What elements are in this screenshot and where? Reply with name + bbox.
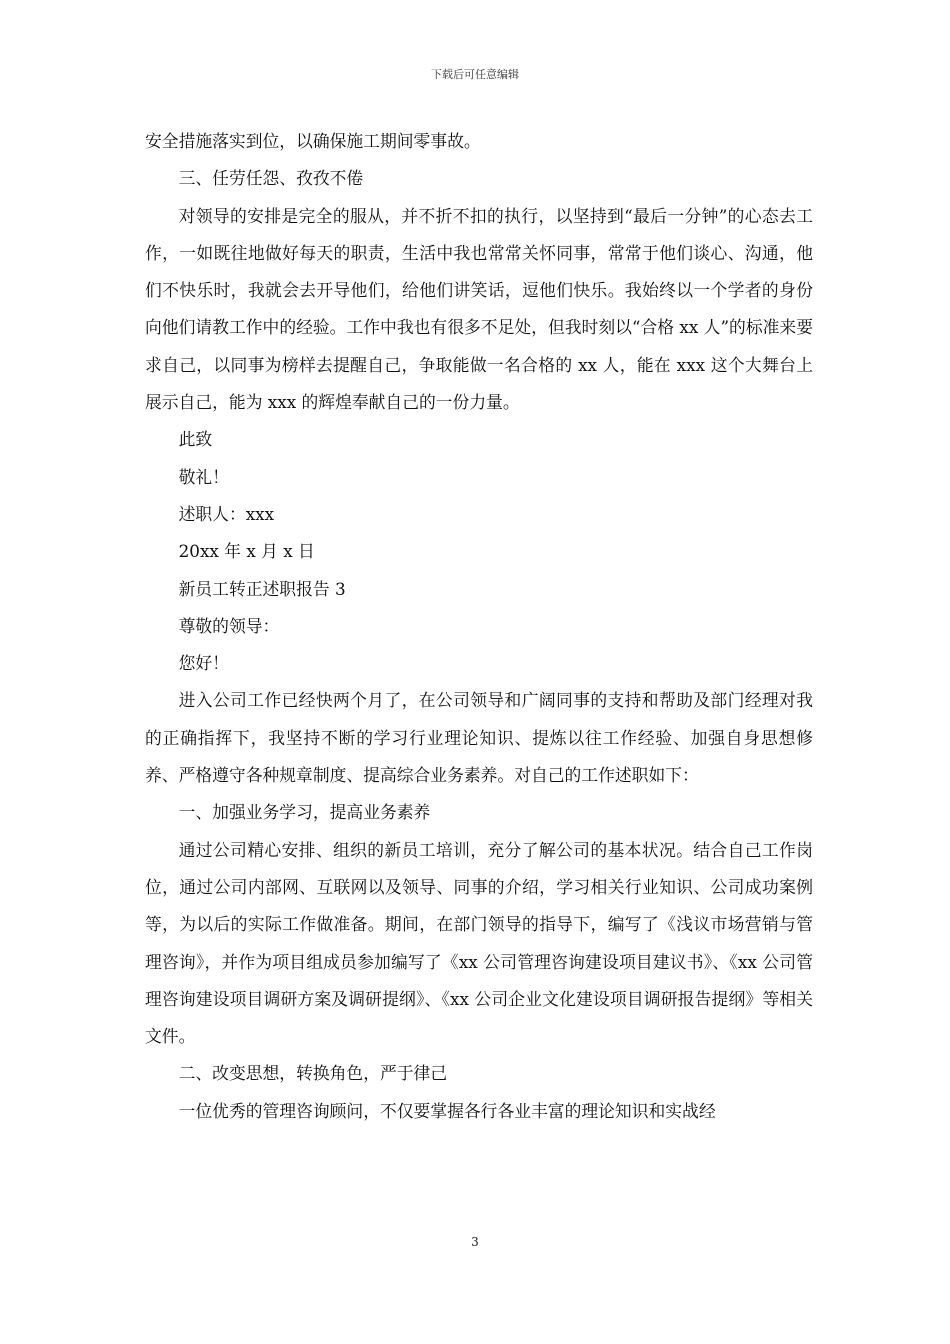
reporter-line: 述职人：xxx <box>178 503 275 524</box>
greeting-addressee: 尊敬的领导： <box>178 615 280 636</box>
closing-regards: 敬礼！ <box>178 466 229 487</box>
page-header-note: 下载后可任意编辑 <box>431 68 519 81</box>
section-heading-1: 一、加强业务学习，提高业务素养 <box>178 802 431 823</box>
paragraph-learning: 通过公司精心安排、组织的新员工培训，充分了解公司的基本状况。结合自己工作岗位，通过公司内部网、互联网以及领导、同事的介绍，学习相关行业知识、公司成功案例等，为以后的实际工作做准备。期间，在部门领导的指导下，编写了《浅议市场营销与管理咨询》，并作为项目组成员参加编写了《xx 公司管理咨询建设项目建议书》、《xx 公司管理咨询建设项目调研方案及调研提纲》、《xx 公司企业文化建设项目调研报告提纲》等相关文件。 <box>145 839 813 1047</box>
document-body <box>145 123 813 1130</box>
paragraph-obedience: 对领导的安排是完全的服从，并不折不扣的执行，以坚持到“最后一分钟”的心态去工作，一如既往地做好每天的职责，生活中我也常常关怀同事，常常于他们谈心、沟通，他们不快乐时，我就会去开导他们，给他们讲笑话，逗他们快乐。我始终以一个学者的身份向他们请教工作中的经验。工作中我也有很多不足处，但我时刻以“合格 xx 人”的标准来要求自己，以同事为榜样去提醒自己，争取能做一名合格的 xx 人，能在 xxx 这个大舞台上展示自己，能为 xxx 的辉煌奉献自己的一份力量。 <box>145 205 813 413</box>
page-number: 3 <box>471 1235 479 1249</box>
section-heading-2: 二、改变思想，转换角色，严于律己 <box>178 1063 448 1084</box>
paragraph-consultant: 一位优秀的管理咨询顾问，不仅要掌握各行各业丰富的理论知识和实战经 <box>178 1100 716 1121</box>
report-title: 新员工转正述职报告 3 <box>178 578 346 599</box>
paragraph-safety-closing: 安全措施落实到位，以确保施工期间零事故。 <box>145 131 481 151</box>
date-line: 20xx 年 x 月 x 日 <box>178 541 315 562</box>
greeting-hello: 您好！ <box>178 653 229 674</box>
paragraph-intro: 进入公司工作已经快两个月了，在公司领导和广阔同事的支持和帮助及部门经理对我的正确指挥下，我坚持不断的学习行业理论知识、提炼以往工作经验、加强自身思想修养、严格遵守各种规章制度、提高综合业务素养。对自己的工作述职如下： <box>145 690 813 786</box>
closing-salutation: 此致 <box>178 429 213 450</box>
section-heading-3: 三、任劳任怨、孜孜不倦 <box>178 168 364 189</box>
